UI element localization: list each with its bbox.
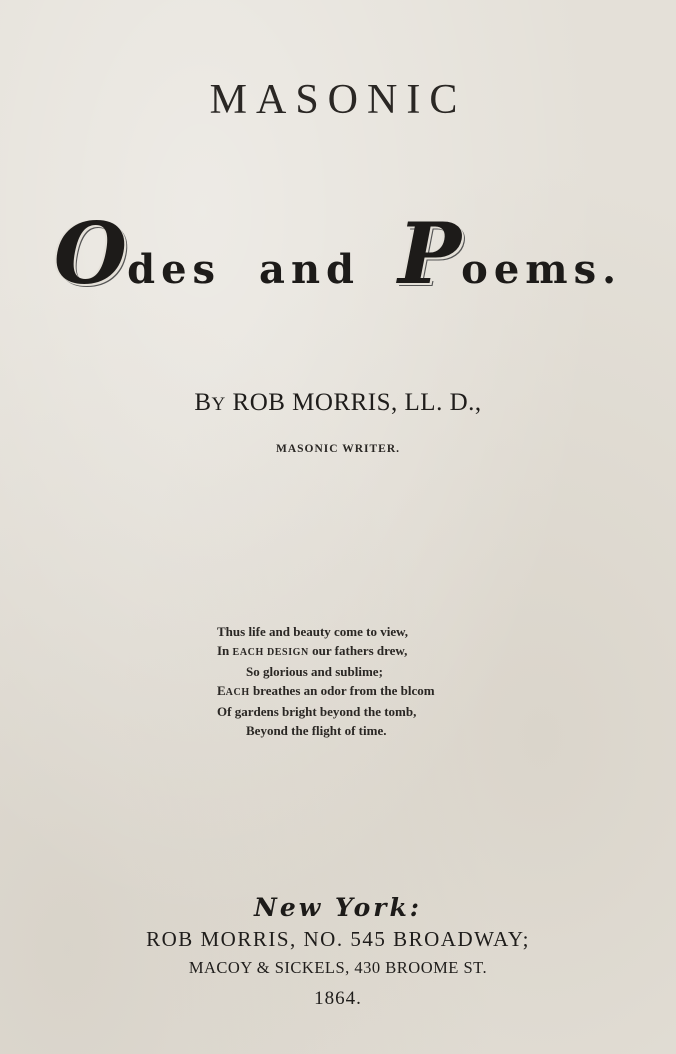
by-initial: B [194,389,212,416]
poem-line: Beyond the flight of time. [246,723,387,738]
poem-line: EACH breathes an odor from the blcom [217,683,435,698]
title-word-odes-rest: des [127,246,222,293]
poem-line: In EACH DESIGN our fathers drew, [217,643,408,658]
title-word-poems [398,204,623,303]
ornamental-initial-o: O [53,204,128,303]
author-role: MASONIC WRITER. [275,443,401,455]
imprint-copublisher: MACOY & SICKELS, 430 BROOME ST. [188,958,488,977]
poem-line: Thus life and beauty come to view, [217,624,409,639]
title-top-line: MASONIC [209,77,467,123]
title-word-poems-rest: oems. [461,246,623,293]
ornamental-initial-p: P [398,204,462,303]
title-word-and: and [259,246,360,293]
main-title [0,204,676,312]
poem-line: Of gardens bright beyond the tomb, [217,704,417,719]
imprint-year: 1864. [314,988,362,1009]
poem-line: So glorious and sublime; [246,664,383,679]
imprint-publisher: ROB MORRIS, NO. 545 BROADWAY; [146,927,530,951]
epigraph-poem [217,622,435,740]
author-line [0,389,676,417]
imprint-city: New York: [253,893,423,922]
title-word-odes [53,204,222,303]
by-rest: Y [211,394,226,415]
author-name: ROB MORRIS, LL. D., [232,389,482,416]
